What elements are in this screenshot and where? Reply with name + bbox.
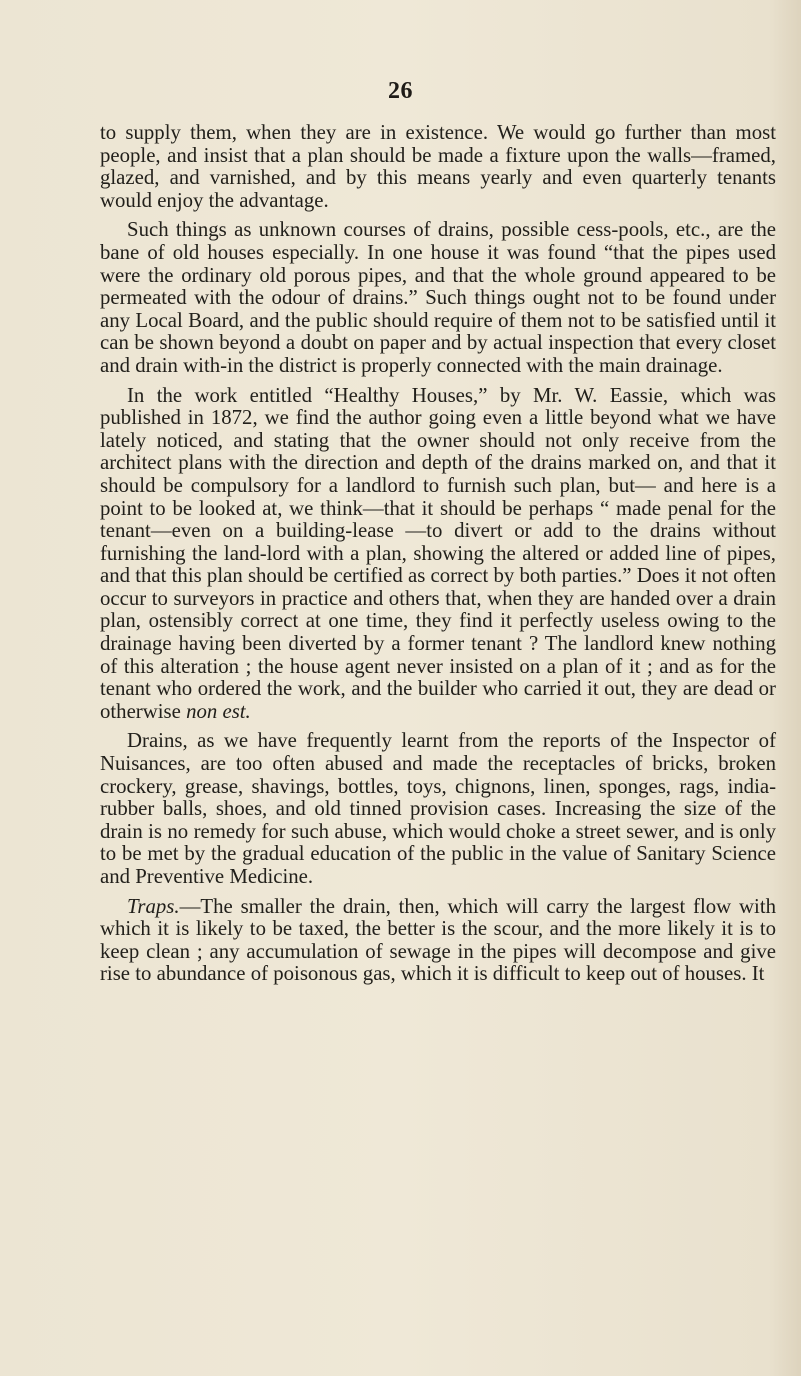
- paragraph-healthy-houses-text: In the work entitled “Healthy Houses,” by Mr. W. Eassie, which was published in 1872, we find the author going even a little beyond what we have lately noticed, and stating that the owner should not only receive from the architect plans with the direction and depth of the drains marked on, and that it should be compulsory for a landlord to furnish such plan, but— and here is a point to be looked at, we think—that it should be perhaps “ made penal for the tenant—even on a building-lease —to divert or add to the drains without furnishing the land-lord with a plan, showing the altered or added line of pipes, and that this plan should be certified as correct by both parties.” Does it not often occur to surveyors in practice and others that, when they are handed over a drain plan, ostensibly correct at one time, they find it perfectly useless owing to the drainage having been diverted by a former tenant ? The landlord knew nothing of this alteration ; the house agent never insisted on a plan of it ; and as for the tenant who ordered the work, and the builder who carried it out, they are dead or otherwise: [100, 383, 776, 723]
- paragraph-cesspools: Such things as unknown courses of drains, possible cess-pools, etc., are the bane of old houses especially. In one house it was found “that the pipes used were the ordinary old porous pipes, and that the whole ground appeared to be permeated with the odour of drains.” Such things ought not to be found under any Local Board, and the public should require of them not to be satisfied until it can be shown beyond a doubt on paper and by actual inspection that every closet and drain with-in the district is properly connected with the main drainage.: [100, 218, 776, 377]
- paragraph-drains-abuse: Drains, as we have frequently learnt from the reports of the Inspector of Nuisances, are too often abused and made the receptacles of bricks, broken crockery, grease, shavings, bottles, toys, chignons, linen, sponges, rags, india-rubber balls, shoes, and old tinned provision cases. Increasing the size of the drain is no remedy for such abuse, which would choke a street sewer, and is only to be met by the gradual education of the public in the value of Sanitary Science and Preventive Medicine.: [100, 729, 776, 888]
- paragraph-healthy-houses: [100, 385, 776, 724]
- page-number: 26: [388, 78, 413, 104]
- traps-heading: Traps.: [127, 894, 180, 918]
- body-text: [100, 122, 776, 986]
- traps-text: —The smaller the drain, then, which will carry the largest flow with which it is likely to be taxed, the better is the scour, and the more likely it is to keep clean ; any accumulation of sewage in the pipes will decompose and give rise to abundance of poisonous gas, which it is difficult to keep out of houses. It: [100, 894, 776, 986]
- latin-phrase: non est.: [186, 699, 251, 723]
- paragraph-continuation: to supply them, when they are in existence. We would go further than most people, and insist that a plan should be made a fixture upon the walls—framed, glazed, and varnished, and by this means yearly and even quarterly tenants would enjoy the advantage.: [100, 121, 776, 212]
- paragraph-traps: [100, 896, 776, 986]
